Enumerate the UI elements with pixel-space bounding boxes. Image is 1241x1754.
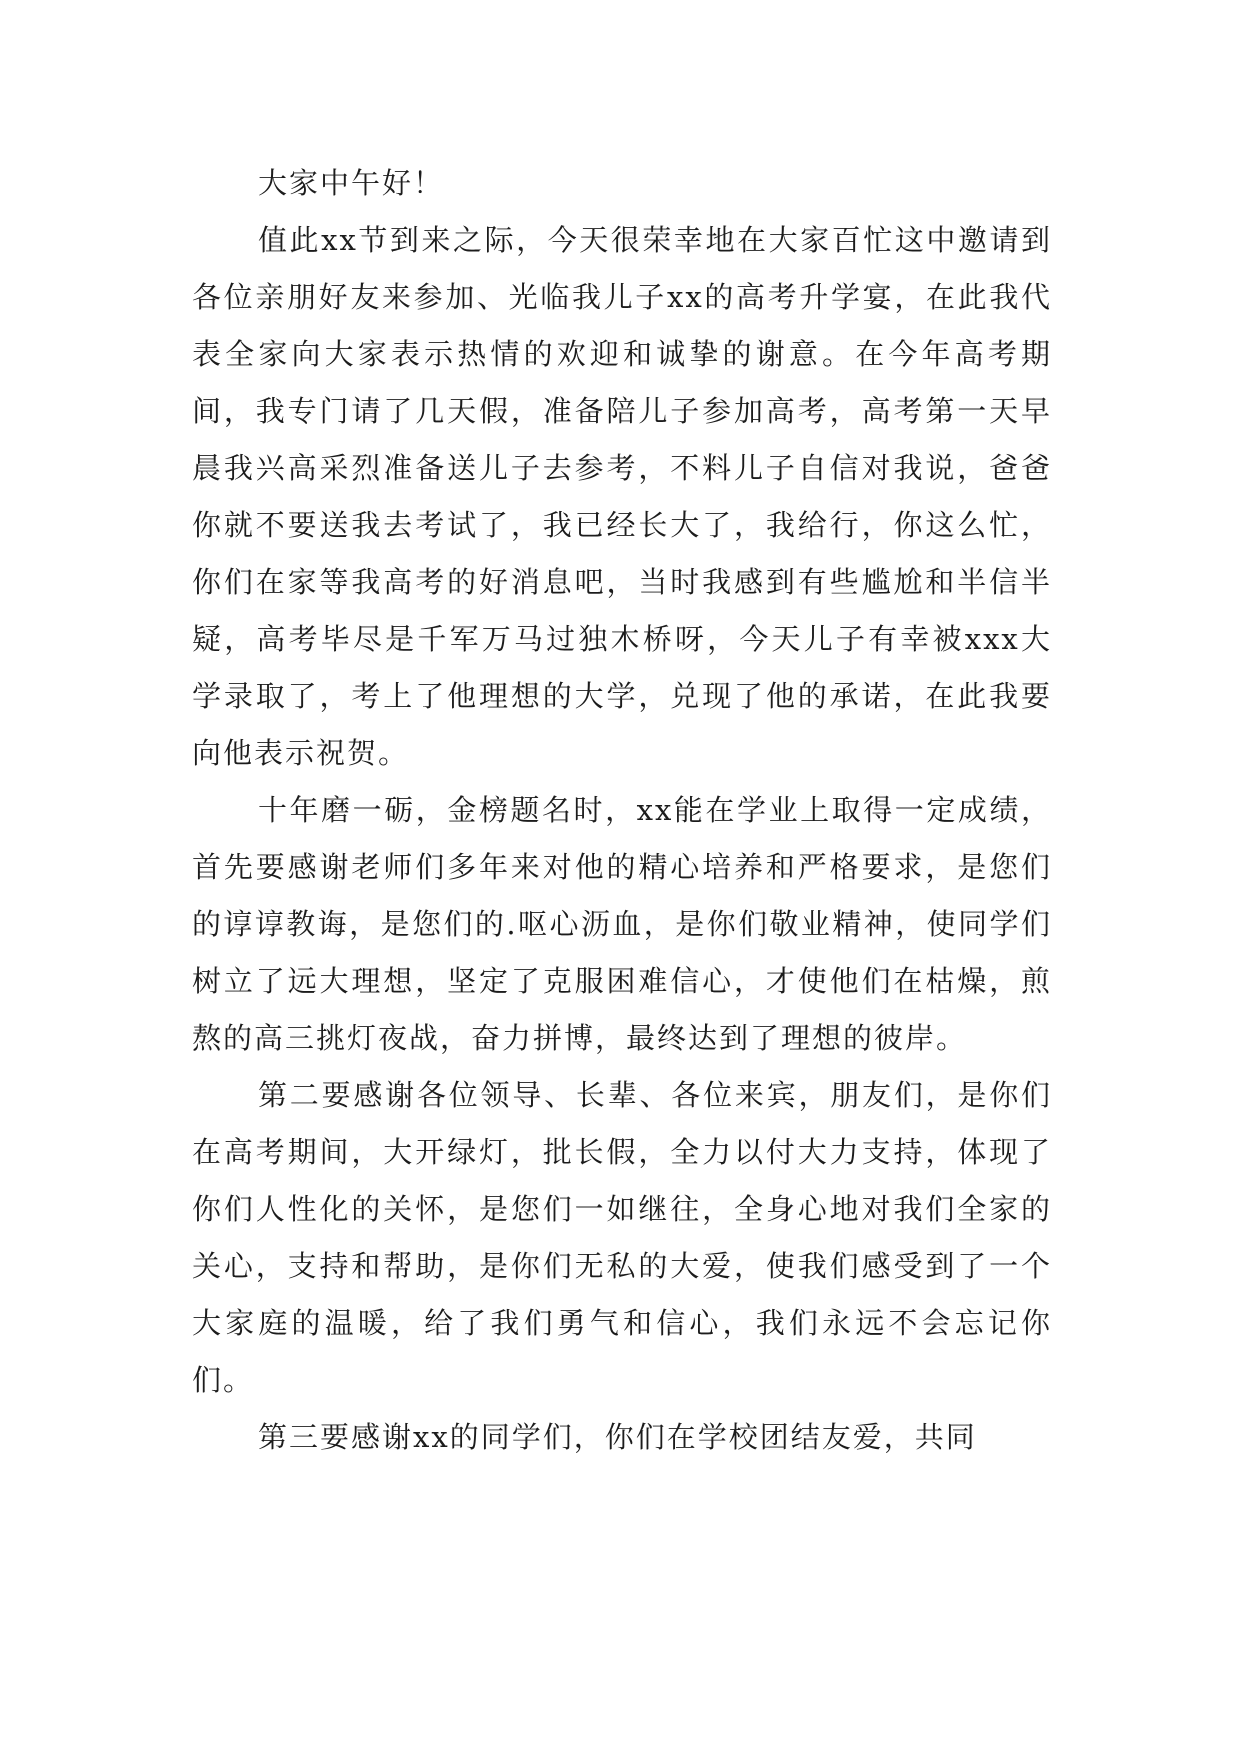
paragraph-thanks-teachers: 十年磨一砺，金榜题名时，xx能在学业上取得一定成绩，首先要感谢老师们多年来对他的精心培养和严格要求，是您们的谆谆教诲，是您们的.呕心沥血，是你们敬业精神，使同学们树立了远大理想，坚定了克服困难信心，才使他们在枯燥，煎熬的高三挑灯夜战，奋力拼博，最终达到了理想的彼岸。 (192, 793, 1052, 1055)
greeting-paragraph: 大家中午好！ (258, 166, 445, 200)
document-body (192, 155, 1052, 1466)
paragraph-gratitude-opening: 值此xx节到来之际，今天很荣幸地在大家百忙这中邀请到各位亲朋好友来参加、光临我儿子xx的高考升学宴，在此我代表全家向大家表示热情的欢迎和诚挚的谢意。在今年高考期间，我专门请了几天假，准备陪儿子参加高考，高考第一天早晨我兴高采烈准备送儿子去参考，不料儿子自信对我说，爸爸你就不要送我去考试了，我已经长大了，我给行，你这么忙，你们在家等我高考的好消息吧，当时我感到有些尴尬和半信半疑，高考毕尽是千军万马过独木桥呀，今天儿子有幸被xxx大学录取了，考上了他理想的大学，兑现了他的承诺，在此我要向他表示祝贺。 (192, 223, 1052, 770)
paragraph-thanks-classmates: 第三要感谢xx的同学们，你们在学校团结友爱，共同 (258, 1420, 977, 1454)
paragraph-thanks-leaders: 第二要感谢各位领导、长辈、各位来宾，朋友们，是你们在高考期间，大开绿灯，批长假，全力以付大力支持，体现了你们人性化的关怀，是您们一如继往，全身心地对我们全家的关心，支持和帮助，是你们无私的大爱，使我们感受到了一个大家庭的温暖，给了我们勇气和信心，我们永远不会忘记你们。 (192, 1078, 1052, 1397)
